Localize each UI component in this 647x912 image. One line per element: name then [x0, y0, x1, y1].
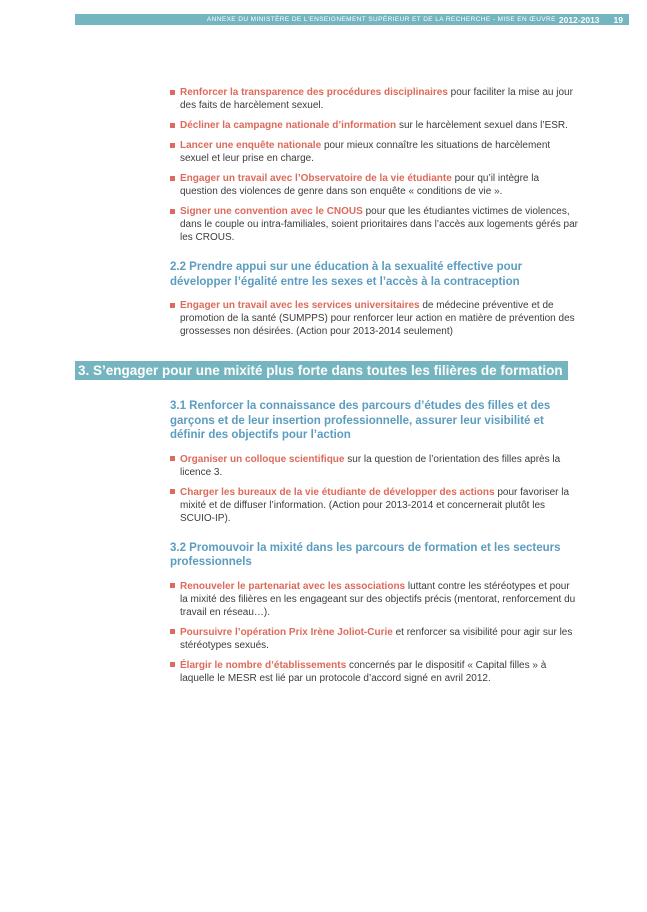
- bullet-text: de médecine préventive et de promotion de la santé (SUMPPS) pour renforcer leur action en matière de prévention des grossesses non désirées. (Action pour 2013-2014 seulement): [180, 300, 575, 337]
- bullet-text: luttant contre les stéréotypes et pour la mixité des filières en les engageant sur des objectifs précis (mentorat, renforcement du travail en réseau…).: [180, 580, 576, 618]
- banner-year: 2012-2013: [558, 14, 600, 25]
- bullet-square-icon: [170, 176, 175, 181]
- bullet-square-icon: [170, 629, 175, 634]
- section-heading-3-text: 3. S’engager pour une mixité plus forte dans toutes les filières de formation: [75, 361, 568, 380]
- bullet-text: concernés par le dispositif « Capital filles » à laquelle le MESR est lié par un protocole d’accord signé en avril 2012.: [180, 659, 547, 684]
- bullet-square-icon: [170, 662, 175, 667]
- bullet-lead: Charger les bureaux de la vie étudiante de développer des actions: [180, 486, 495, 498]
- bullet-text: pour mieux connaître les situations de harcèlement sexuel et leur prise en charge.: [180, 140, 551, 164]
- bullet-lead: Décliner la campagne nationale d’information: [180, 120, 397, 131]
- bullet-lead: Élargir le nombre d’établissements: [180, 659, 347, 671]
- bullet-lead: Organiser un colloque scientifique: [180, 453, 345, 465]
- bullet-lead: Poursuivre l’opération Prix Irène Joliot-Curie: [180, 626, 393, 638]
- bullet-square-icon: [170, 456, 175, 461]
- bullet-text: sur la question de l’orientation des filles après la licence 3.: [180, 453, 561, 478]
- section-heading-3: [75, 360, 578, 381]
- bullet-square-icon: [170, 123, 175, 128]
- list-item: [170, 486, 578, 525]
- subsection-heading-3-1: 3.1 Renforcer la connaissance des parcours d’études des filles et des garçons et de leur insertion professionnelle, assurer leur visibilité et définir des objectifs pour l’action: [170, 400, 551, 441]
- bullet-lead: Renforcer la transparence des procédures disciplinaires: [180, 87, 448, 98]
- list-item: [170, 86, 578, 112]
- bullet-lead: Signer une convention avec le CNOUS: [180, 206, 363, 217]
- bullet-text: pour favoriser la mixité et de diffuser l’information. (Action pour 2013-2014 et concernerait plutôt les SCUIO-IP).: [180, 486, 570, 524]
- subsection-heading-3-2: 3.2 Promouvoir la mixité dans les parcours de formation et les secteurs professionnels: [170, 541, 561, 568]
- bullet-text: sur le harcèlement sexuel dans l’ESR.: [398, 120, 568, 131]
- bullet-text: pour que les étudiantes victimes de violences, dans le couple ou intra-familiales, soient prioritaires dans l’accès aux logements gérés par les CROUS.: [180, 206, 578, 243]
- bullet-square-icon: [170, 489, 175, 494]
- banner-title: ANNEXE DU MINISTÈRE DE L’ENSEIGNEMENT SUPÉRIEUR ET DE LA RECHERCHE - MISE EN ŒUVRE: [206, 16, 556, 23]
- list-item: [170, 139, 578, 165]
- bullet-lead: Renouveler le partenariat avec les associations: [180, 580, 406, 592]
- bullet-square-icon: [170, 209, 175, 214]
- bullet-lead: Engager un travail avec l’Observatoire de la vie étudiante: [180, 173, 452, 184]
- bullet-square-icon: [170, 143, 175, 148]
- bullet-text: pour faciliter la mise au jour des faits de harcèlement sexuel.: [180, 87, 573, 111]
- bullet-square-icon: [170, 303, 175, 308]
- list-item: [170, 659, 578, 685]
- bullet-square-icon: [170, 583, 175, 588]
- list-item: [170, 626, 578, 652]
- list-item: [170, 299, 578, 338]
- bullet-text: et renforcer sa visibilité pour agir sur les stéréotypes sexués.: [180, 626, 573, 651]
- list-item: [170, 172, 578, 198]
- bullet-lead: Lancer une enquête nationale: [180, 140, 322, 151]
- bullet-square-icon: [170, 90, 175, 95]
- list-item: [170, 205, 578, 244]
- subsection-heading-2-2: 2.2 Prendre appui sur une éducation à la sexualité effective pour développer l’égalité entre les sexes et l’accès à la contraception: [170, 261, 523, 288]
- bullet-lead: Engager un travail avec les services universitaires: [180, 300, 420, 311]
- bullet-text: pour qu’il intègre la question des violences de genre dans son enquête « conditions de vie ».: [180, 173, 540, 197]
- page-number: 19: [613, 14, 623, 25]
- list-item: [170, 580, 578, 619]
- header-banner: [75, 14, 629, 25]
- list-item: [170, 453, 578, 479]
- list-item: [170, 119, 578, 132]
- page-content: [75, 86, 578, 692]
